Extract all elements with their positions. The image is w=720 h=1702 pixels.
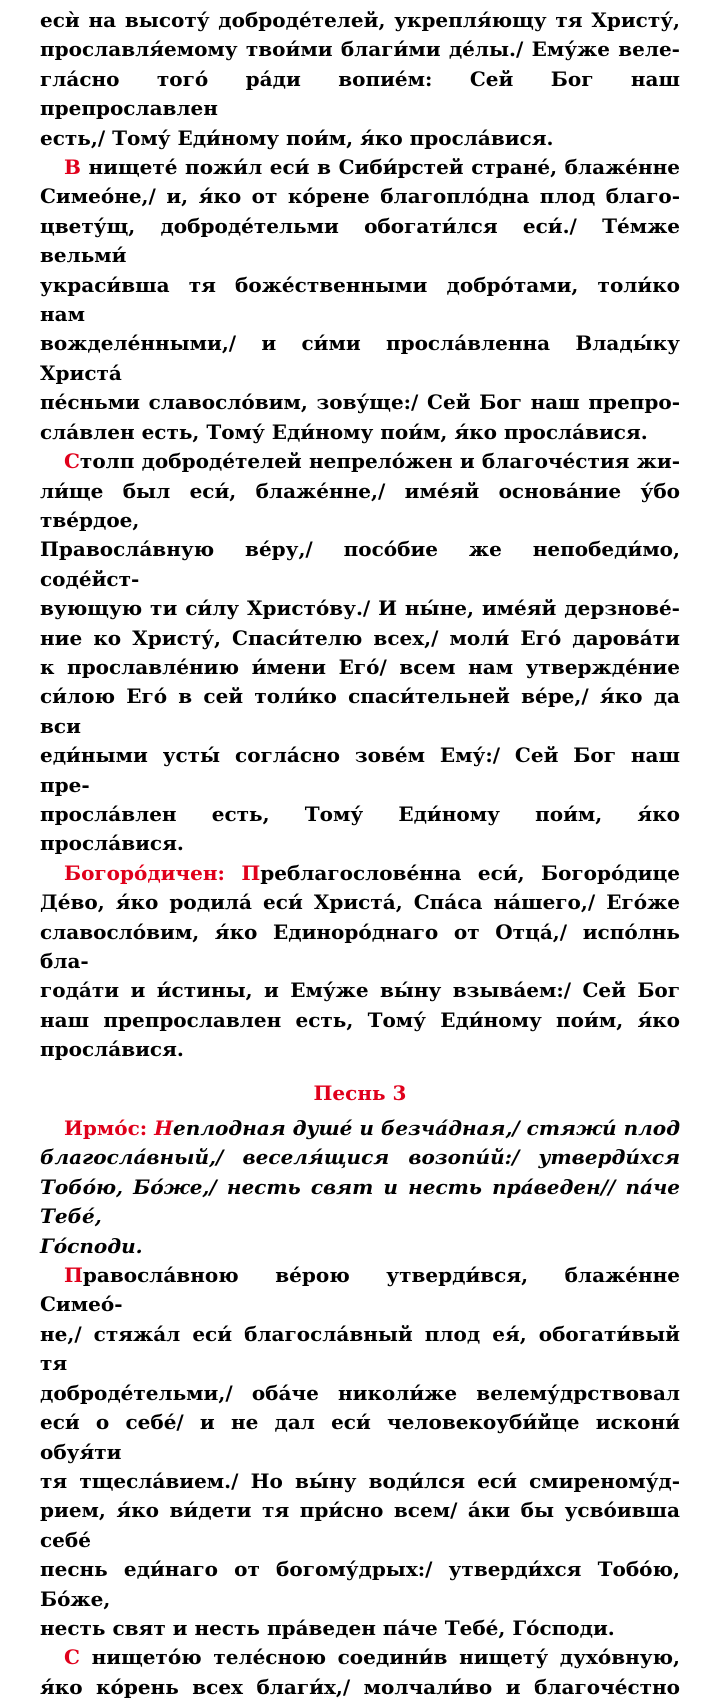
text-line: Правосла́вную ве́ру,/ посо́бие же непобеди́мо, соде́йст-	[40, 537, 680, 591]
initial-letter: П	[64, 1263, 83, 1288]
text-line: гла́сно того́ ра́ди вопие́м: Сей Бог наш препрославлен	[40, 66, 680, 121]
paragraph-5	[40, 1261, 680, 1643]
section-heading: Песнь 3	[313, 1080, 407, 1105]
theotokion-paragraph	[40, 859, 680, 1065]
text-line: я́ко ко́рень всех благи́х,/ молчали́во и благоче́стно	[40, 1674, 680, 1699]
text-line: В нищете́ пожи́л еси́ в Сиби́рстей стране́, блаже́нне	[64, 155, 680, 180]
text-line: вожделе́нными,/ и си́ми просла́вленна Влады́ку Христа́	[40, 331, 680, 385]
initial-letter: С	[64, 1645, 80, 1670]
text-line: пе́сньми славосло́вим, зову́ще:/ Сей Бог наш препро-	[40, 390, 680, 415]
text-line: сла́влен есть, Тому́ Еди́ному пои́м, я́ко просла́вися.	[40, 419, 648, 444]
text-line: песнь еди́наго от богому́дрых:/ утверди́хся Тобо́ю, Бо́же,	[40, 1557, 680, 1611]
text-line: Го́споди.	[40, 1233, 143, 1258]
text-line: славосло́вим, я́ко Единоро́днаго от Отца́,/ испо́лнь бла-	[40, 919, 680, 973]
rubric-label: Богоро́дичен:	[64, 860, 242, 885]
text-line: рием, я́ко ви́дети тя при́сно всем/ а́ки бы усво́ивша себе́	[40, 1498, 680, 1552]
paragraph-6	[40, 1643, 680, 1702]
text-line: еди́ными усты́ согла́сно зове́м Ему́:/ Сей Бог наш пре-	[40, 743, 680, 797]
text-line: есть,/ Тому́ Еди́ному пои́м, я́ко просла́вися.	[40, 125, 554, 150]
paragraph-2	[40, 153, 680, 447]
text-line: Симео́не,/ и, я́ко от ко́рене благопло́дна плод благо-	[40, 184, 680, 209]
text-line: просла́вися.	[40, 1037, 184, 1062]
text-line: еси́ о себе́/ и не дал еси́ человекоуби́йце искони́ обуя́ти	[40, 1410, 680, 1464]
initial-letter: С	[64, 449, 80, 474]
text-line: ние ко Христу́, Спаси́телю всех,/ моли́ Его́ дарова́ти	[40, 625, 680, 650]
text-line: несть свят и несть пра́веден па́че Тебе́, Го́споди.	[40, 1615, 615, 1640]
text-line: украси́вша тя боже́ственными добро́тами, толи́ко нам	[40, 272, 680, 327]
paragraph-1	[40, 6, 680, 153]
text-line: цвету́щ, доброде́тельми обогати́лся еси́./ Те́мже вельми́	[40, 213, 680, 268]
text-line: Правосла́вною ве́рою утверди́вся, блаже́нне Симео́-	[40, 1263, 680, 1317]
paragraph-3	[40, 447, 680, 859]
text-line: не,/ стяжа́л еси́ благосла́вный плод ея́, обогати́вый тя	[40, 1321, 680, 1376]
text-line: Де́во, я́ко родила́ еси́ Христа́, Спа́са на́шего,/ Его́же	[40, 890, 680, 915]
text-line: ли́ще был еси́, блаже́нне,/ име́яй основа́ние у́бо тве́рдое,	[40, 478, 680, 532]
initial-letter: Н	[154, 1116, 174, 1141]
initial-letter: П	[241, 860, 261, 885]
text-line: просла́влен есть, Тому́ Еди́ному пои́м, я́ко просла́вися.	[40, 801, 680, 856]
text-line: года́ти и и́стины, и Ему́же вы́ну взыва́ем:/ Сей Бог	[40, 978, 680, 1003]
text-line: Ирмо́с: Неплодная душе́ и безча́дная,/ стяжи́ плод	[64, 1116, 680, 1141]
text-line: Столп доброде́телей непрело́жен и благоче́стия жи-	[64, 449, 680, 474]
text-line: тя тщесла́вием./ Но вы́ну води́лся еси́ смиреному́д-	[40, 1468, 680, 1493]
text-line: благосла́вный,/ веселя́щися возопи́й:/ утверди́хся	[40, 1145, 680, 1170]
text-line: прославля́емому твои́ми благи́ми де́лы./ Ему́же веле-	[40, 37, 680, 62]
text-line: Тобо́ю, Бо́же,/ несть свят и несть пра́веден// па́че Тебе́,	[40, 1174, 680, 1229]
text-line: есѝ на высоту́ доброде́телей, укрепля́ющу тя Христу́,	[40, 8, 680, 32]
text-line: Богоро́дичен: Преблагослове́нна еси́, Богоро́дице	[64, 860, 680, 885]
irmos-paragraph	[40, 1114, 680, 1261]
text-line: С нището́ю теле́сною соедини́в нищету́ духо́вную,	[64, 1645, 680, 1670]
text-line: доброде́тельми,/ оба́че николи́же велему́дрствовал	[40, 1380, 680, 1405]
text-line: к прославле́нию и́мени Его́/ всем нам утвержде́ние	[40, 654, 680, 679]
rubric-label: Ирмо́с:	[64, 1116, 155, 1141]
text-line: си́лою Его́ в сей толи́ко спаси́тельней ве́ре,/ я́ко да вси	[40, 684, 680, 738]
initial-letter: В	[64, 155, 81, 180]
text-line: вующую ти си́лу Христо́ву./ И ны́не, име́яй дерзнове́-	[40, 596, 680, 621]
text-line: наш препрославлен есть, Тому́ Еди́ному пои́м, я́ко	[40, 1007, 680, 1032]
